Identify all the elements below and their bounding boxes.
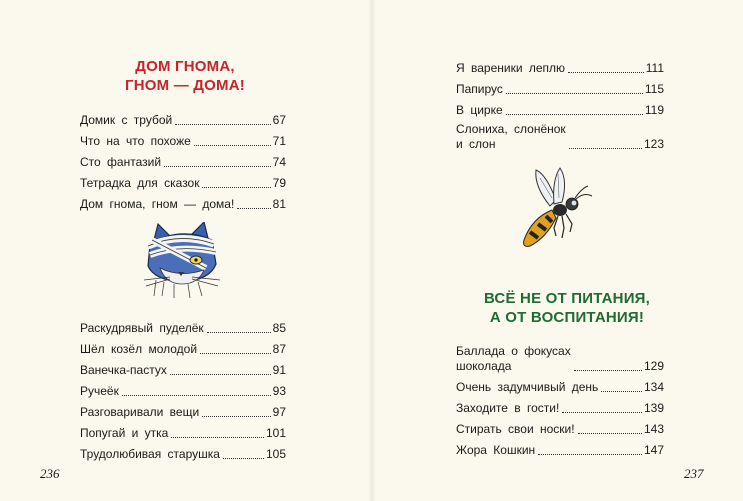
toc-entry[interactable]: Раскудрявый пуделёк 85 [80, 321, 286, 335]
toc-entry[interactable]: Очень задумчивый день 134 [456, 380, 664, 394]
toc-entry[interactable]: Стирать свои носки! 143 [456, 422, 664, 436]
toc-entry[interactable]: Трудолюбивая старушка 105 [80, 447, 286, 461]
toc-entry[interactable]: Жора Кошкин 147 [456, 443, 664, 457]
cat-bandaged-illustration [140, 222, 226, 298]
toc-entry[interactable]: Шёл козёл молодой 87 [80, 342, 286, 356]
toc-list-left-1 [80, 107, 286, 212]
toc-entry[interactable]: Сто фантазий 74 [80, 155, 286, 169]
left-page [0, 0, 371, 501]
toc-list-right-2 [456, 340, 664, 458]
section-title-upbringing: ВСЁ НЕ ОТ ПИТАНИЯ, А ОТ ВОСПИТАНИЯ! [483, 290, 651, 326]
toc-list-left-2 [80, 315, 286, 462]
section-title-gnome-home: ДОМ ГНОМА, ГНОМ — ДОМА! [125, 58, 245, 94]
toc-entry[interactable]: Ванечка-пастух 91 [80, 363, 286, 377]
toc-entry[interactable]: Заходите в гости! 139 [456, 401, 664, 415]
toc-entry[interactable]: Домик с трубой 67 [80, 113, 286, 127]
toc-entry[interactable]: Папирус 115 [456, 82, 664, 96]
toc-entry[interactable]: В цирке 119 [456, 103, 664, 117]
right-page [372, 0, 743, 501]
toc-list-right-1 [456, 55, 664, 152]
toc-entry[interactable]: Разговаривали вещи 97 [80, 405, 286, 419]
page-number: 237 [684, 466, 704, 481]
toc-entry[interactable]: Попугай и утка 101 [80, 426, 286, 440]
toc-entry[interactable]: Я вареники леплю 111 [456, 61, 664, 75]
toc-entry[interactable]: Тетрадка для сказок 79 [80, 176, 286, 190]
toc-entry[interactable]: Ручеёк 93 [80, 384, 286, 398]
toc-entry[interactable]: Дом гнома, гном — дома! 81 [80, 197, 286, 211]
toc-entry[interactable]: Баллада о фокусах шоколада 129 [456, 344, 664, 373]
wasp-illustration [512, 166, 594, 250]
toc-entry[interactable]: Что на что похоже 71 [80, 134, 286, 148]
toc-entry[interactable]: Слониха, слонёнок и слон 123 [456, 122, 664, 151]
page-number: 236 [40, 466, 60, 481]
